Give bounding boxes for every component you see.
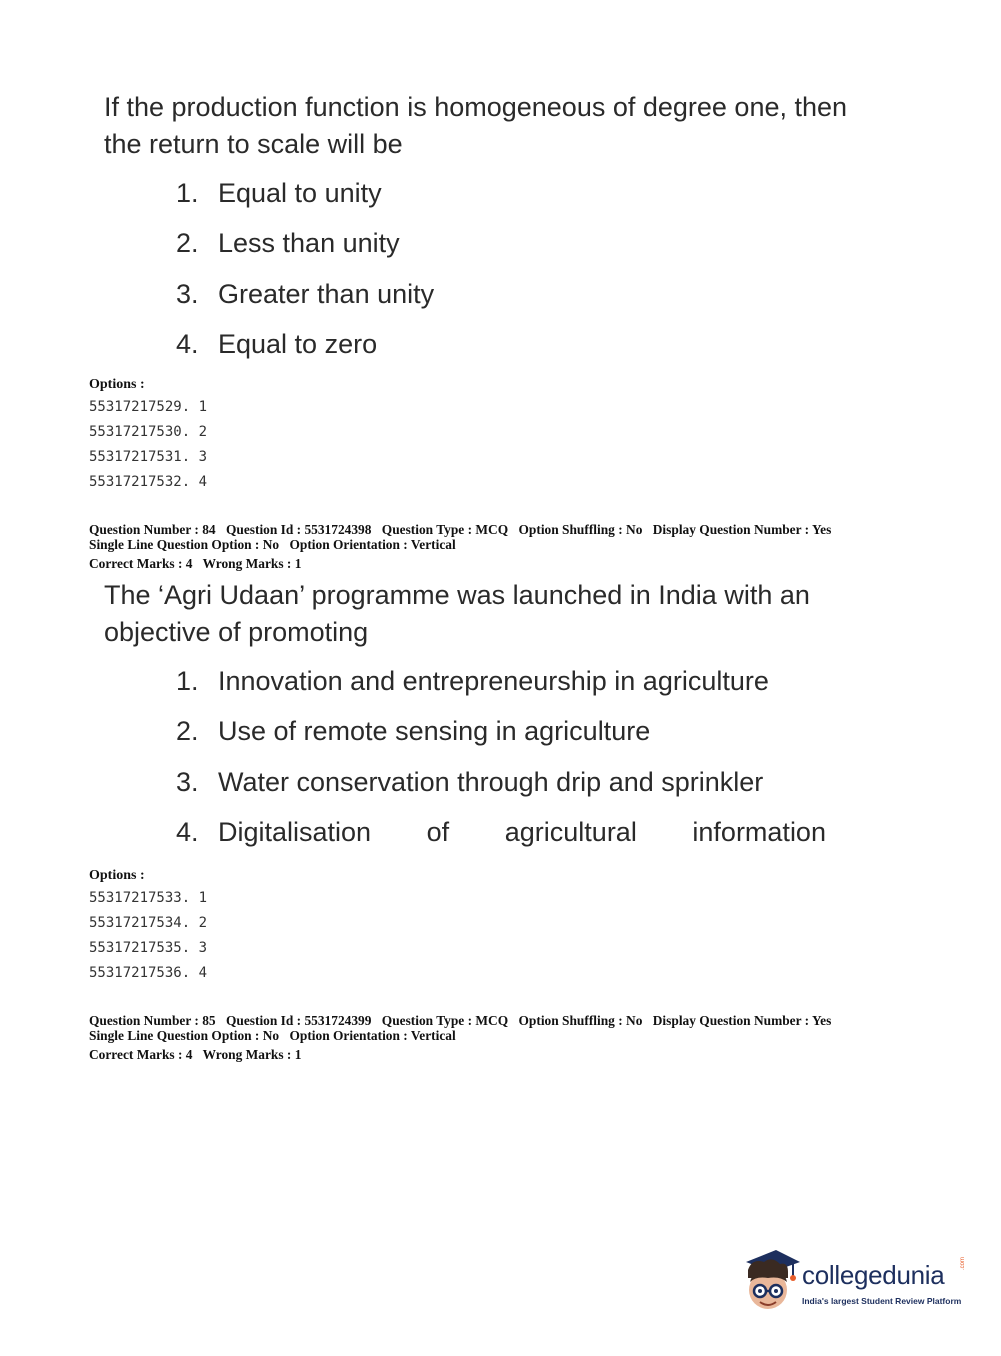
- q84-meta: [89, 522, 969, 571]
- choice-word: agricultural: [504, 816, 637, 847]
- question-type: Question Type : MCQ: [381, 522, 509, 537]
- option-id: 55317217532. 4: [89, 474, 208, 490]
- option-id: 55317217529. 1: [89, 399, 208, 415]
- option-orientation: Option Orientation : Vertical: [289, 1028, 456, 1043]
- choice-text: Equal to unity: [218, 178, 382, 208]
- choice-text: Equal to zero: [218, 328, 378, 359]
- meta-row-3: [89, 1047, 969, 1062]
- choice-text: Innovation and entrepreneurship in agriculture: [218, 666, 769, 696]
- option-id: 55317217535. 3: [89, 940, 208, 956]
- collegedunia-logo: [742, 1248, 972, 1318]
- choice-word: of: [426, 816, 450, 847]
- choice-number: 2.: [176, 228, 199, 259]
- logo-domain: .com: [960, 1256, 966, 1270]
- question-type: Question Type : MCQ: [381, 1013, 509, 1028]
- choice-number: 4.: [176, 328, 199, 359]
- question-id: Question Id : 5531724399: [225, 1013, 372, 1028]
- choice-text: [218, 817, 826, 848]
- q83-options-label: Options :: [89, 377, 145, 392]
- choice-number: 3.: [176, 766, 199, 797]
- q84-choice-3: [176, 767, 826, 817]
- option-shuffling: Option Shuffling : No: [518, 522, 643, 537]
- choice-number: 1.: [176, 666, 199, 696]
- option-id: 55317217536. 4: [89, 965, 208, 981]
- q84-choice-4: [176, 817, 826, 867]
- meta-row-2: [89, 1028, 969, 1043]
- choice-word: information: [692, 816, 826, 847]
- choice-text: Water conservation through drip and sprinkler: [218, 766, 764, 797]
- choice-number: 3.: [176, 278, 199, 309]
- logo-tagline: India's largest Student Review Platform: [802, 1296, 962, 1306]
- choice-number: 1.: [176, 178, 199, 208]
- q84-choice-list: [176, 666, 826, 867]
- correct-marks: Correct Marks : 4: [89, 1047, 193, 1062]
- choice-text: Use of remote sensing in agriculture: [218, 716, 651, 747]
- option-orientation: Option Orientation : Vertical: [289, 537, 456, 552]
- q85-meta: [89, 1013, 969, 1062]
- q84-question-text: The ‘Agri Udaan’ programme was launched in India with an objective of promoting: [104, 580, 810, 647]
- wrong-marks: Wrong Marks : 1: [202, 556, 302, 571]
- question-number: Question Number : 84: [89, 522, 216, 537]
- mascot-icon: [742, 1248, 802, 1318]
- choice-text: Greater than unity: [218, 278, 435, 309]
- option-id: 55317217530. 2: [89, 424, 208, 440]
- q84-choice-1: [176, 666, 826, 716]
- meta-row-1: [89, 522, 969, 537]
- wrong-marks: Wrong Marks : 1: [202, 1047, 302, 1062]
- option-id: 55317217534. 2: [89, 915, 208, 931]
- single-line-option: Single Line Question Option : No: [89, 1028, 280, 1043]
- display-question-number: Display Question Number : Yes: [652, 1013, 832, 1028]
- q83-choice-list: [176, 178, 434, 379]
- meta-row-3: [89, 556, 969, 571]
- option-shuffling: Option Shuffling : No: [518, 1013, 643, 1028]
- meta-row-1: [89, 1013, 969, 1028]
- q83-choice-3: [176, 279, 434, 329]
- q84-choice-2: [176, 716, 826, 766]
- question-number: Question Number : 85: [89, 1013, 216, 1028]
- meta-row-2: [89, 537, 969, 552]
- q83-choice-4: [176, 329, 434, 379]
- choice-text: Less than unity: [218, 228, 400, 259]
- choice-number: 4.: [176, 816, 199, 847]
- correct-marks: Correct Marks : 4: [89, 556, 193, 571]
- q83-option-ids: [89, 398, 207, 498]
- choice-number: 2.: [176, 716, 199, 747]
- logo-wordmark: collegedunia: [802, 1260, 945, 1290]
- single-line-option: Single Line Question Option : No: [89, 537, 280, 552]
- option-id: 55317217533. 1: [89, 890, 208, 906]
- q84-options-label: Options :: [89, 868, 145, 883]
- choice-word: Digitalisation: [218, 816, 372, 847]
- q83-question-text: If the production function is homogeneous of degree one, then the return to scale will be: [104, 92, 848, 159]
- option-id: 55317217531. 3: [89, 449, 208, 465]
- q83-choice-1: [176, 178, 434, 228]
- display-question-number: Display Question Number : Yes: [652, 522, 832, 537]
- question-id: Question Id : 5531724398: [225, 522, 372, 537]
- q83-choice-2: [176, 228, 434, 278]
- q84-option-ids: [89, 889, 207, 989]
